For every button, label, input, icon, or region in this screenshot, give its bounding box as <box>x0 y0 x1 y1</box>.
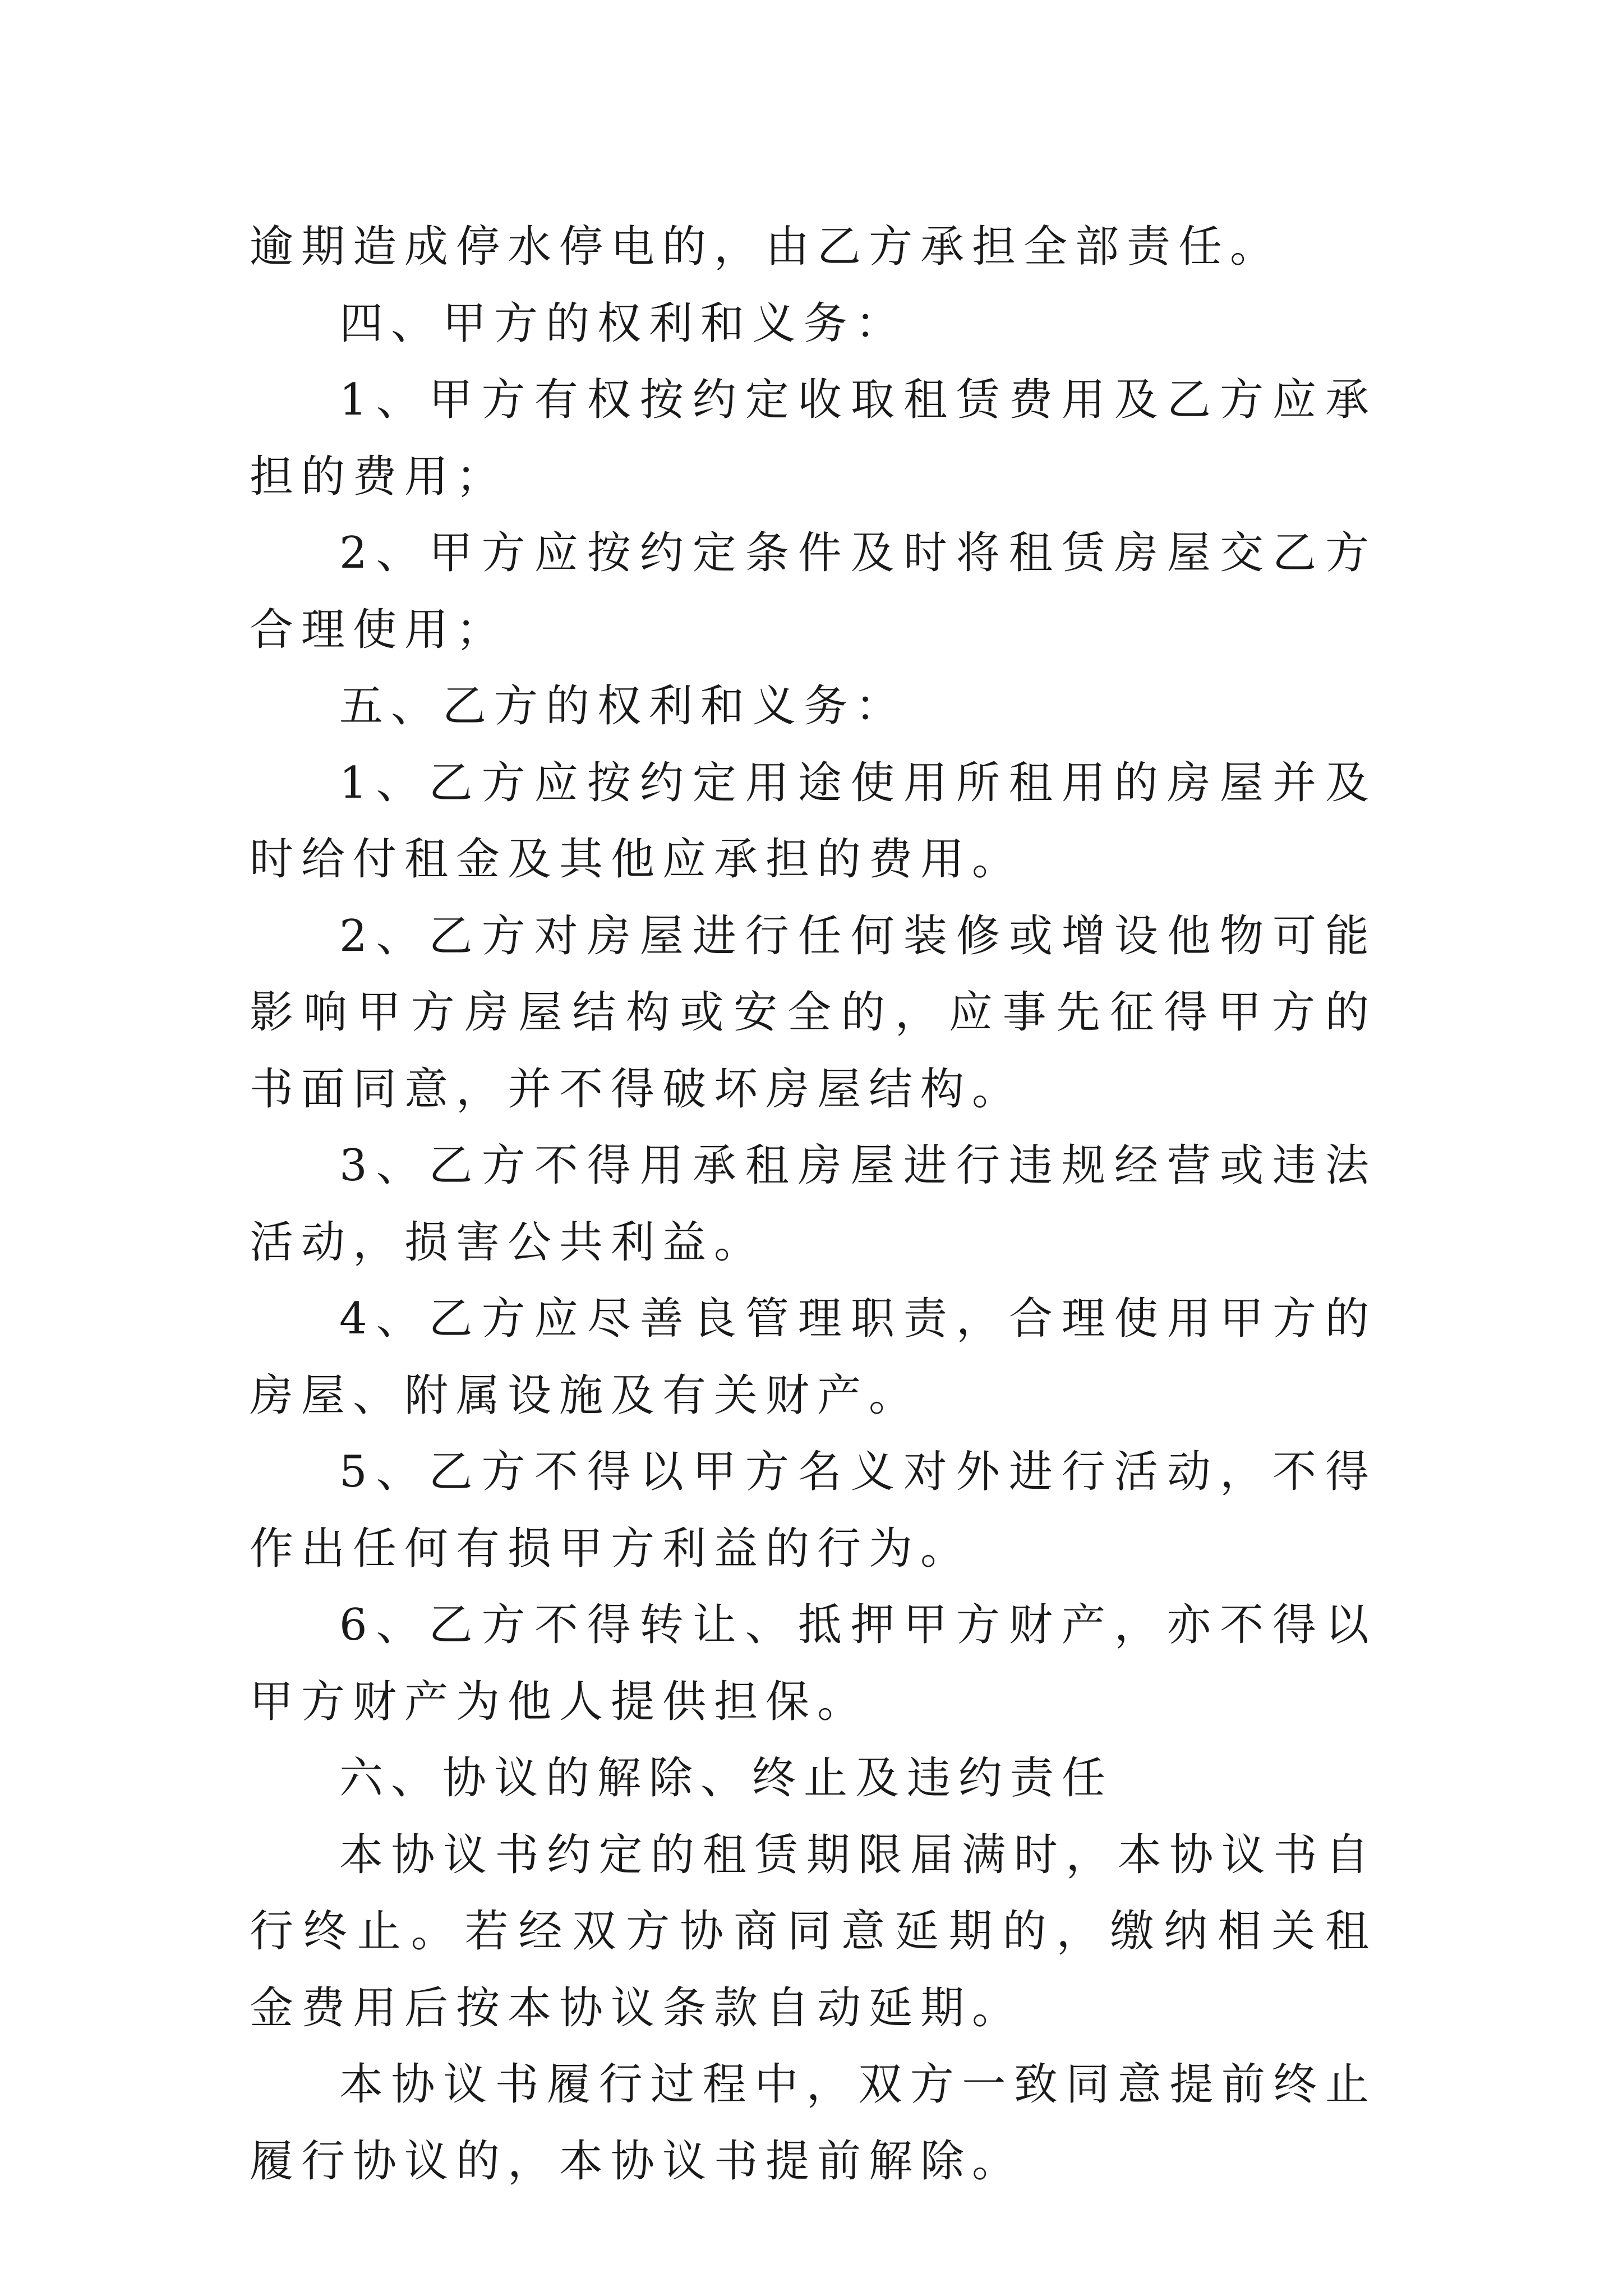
section-5-item-6: 6、乙方不得转让、抵押甲方财产，亦不得以甲方财产为他人提供担保。 <box>250 1600 1377 1727</box>
paragraph-continuation: 逾期造成停水停电的，由乙方承担全部责任。 <box>250 222 1282 272</box>
section-4-item-1: 1、甲方有权按约定收取租赁费用及乙方应承担的费用； <box>250 375 1377 502</box>
section-5-item-1: 1、乙方应按约定用途使用所租用的房屋并及时给付租金及其他应承担的费用。 <box>250 757 1377 885</box>
section-5-item-4: 4、乙方应尽善良管理职责，合理使用甲方的房屋、附属设施及有关财产。 <box>250 1294 1377 1421</box>
section-6-paragraph-1: 本协议书约定的租赁期限届满时，本协议书自行终止。若经双方协商同意延期的，缴纳相关租金费用后按本协议条款自动延期。 <box>250 1829 1377 2033</box>
section-6-paragraph-2: 本协议书履行过程中，双方一致同意提前终止履行协议的，本协议书提前解除。 <box>250 2059 1377 2187</box>
section-5-item-3: 3、乙方不得用承租房屋进行违规经营或违法活动，损害公共利益。 <box>250 1140 1377 1268</box>
document-body <box>250 209 1377 2200</box>
section-5-item-2: 2、乙方对房屋进行任何装修或增设他物可能影响甲方房屋结构或安全的，应事先征得甲方的书面同意，并不得破坏房屋结构。 <box>250 910 1377 1115</box>
section-4-item-2: 2、甲方应按约定条件及时将租赁房屋交乙方合理使用； <box>250 528 1377 655</box>
section-5-item-5: 5、乙方不得以甲方名义对外进行活动，不得作出任何有损甲方利益的行为。 <box>250 1447 1377 1574</box>
section-5-heading: 五、乙方的权利和义务： <box>339 681 907 731</box>
section-4-heading: 四、甲方的权利和义务： <box>339 298 907 349</box>
section-6-heading: 六、协议的解除、终止及违约责任 <box>339 1753 1114 1803</box>
